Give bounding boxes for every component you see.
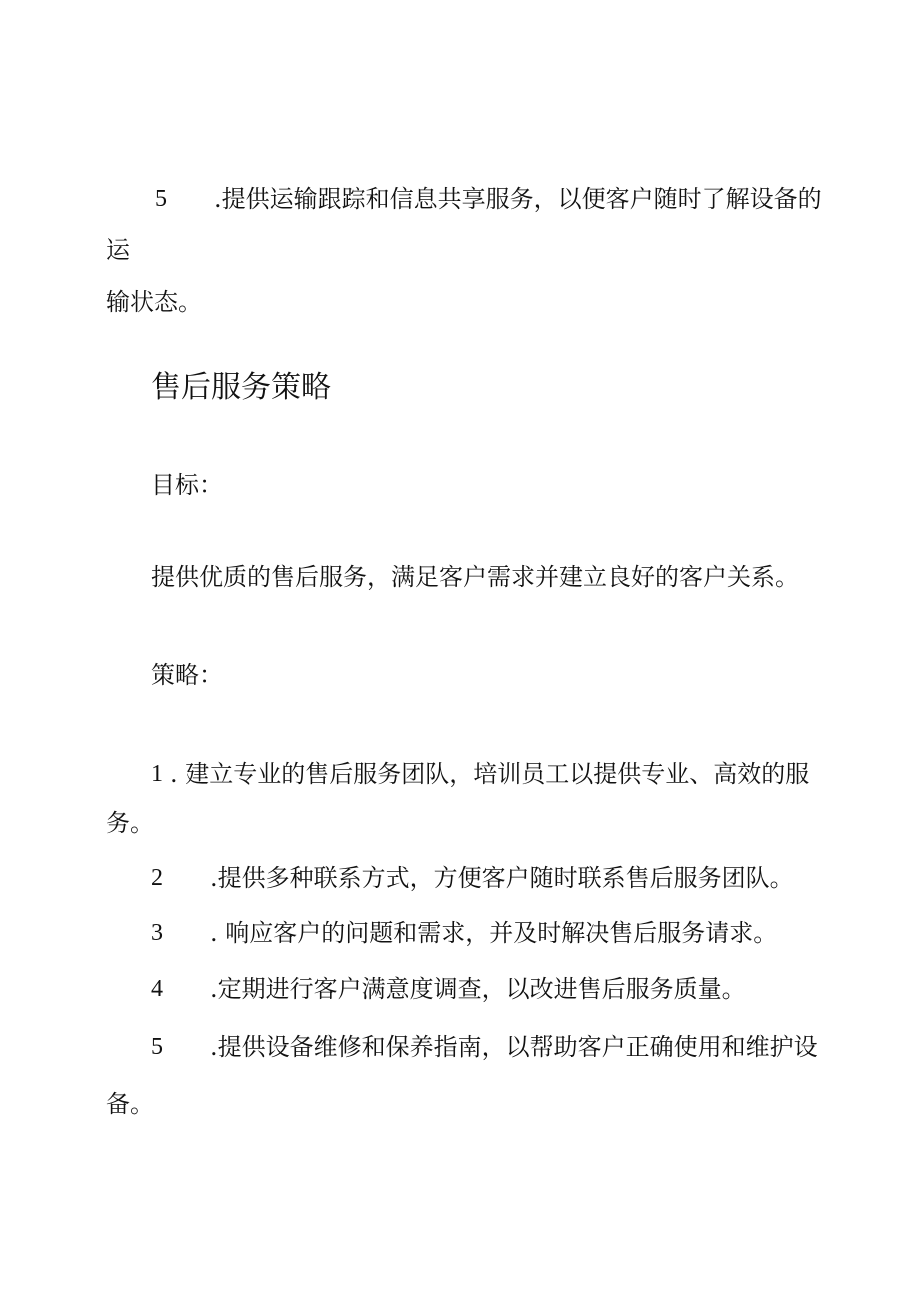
strategy-item-4-number: 4 — [151, 976, 163, 1002]
strategy-item-5-text: .提供设备维修和保养指南，以帮助客户正确使用和维护设 — [210, 1033, 818, 1061]
goal-text: 提供优质的售后服务，满足客户需求并建立良好的客户关系。 — [151, 563, 799, 591]
strategy-item-2-text: .提供多种联系方式，方便客户随时联系售后服务团队。 — [210, 864, 794, 892]
strategy-item-3-text: . 响应客户的问题和需求，并及时解决售后服务请求。 — [210, 919, 778, 947]
strategy-label: 策略： — [151, 661, 223, 689]
section-title: 售后服务策略 — [151, 370, 331, 405]
strategy-item-4-text: .定期进行客户满意度调查，以改进售后服务质量。 — [210, 975, 746, 1003]
strategy-item-3-number: 3 — [151, 920, 163, 946]
strategy-item-2-number: 2 — [151, 865, 163, 891]
prev-item-number: 5 — [155, 186, 167, 212]
strategy-item-1-wrap: 务。 — [106, 809, 154, 837]
strategy-item-5-number: 5 — [151, 1034, 163, 1060]
prev-item-wrap-2: 输状态。 — [106, 288, 202, 316]
strategy-item-1-text: . 建立专业的售后服务团队，培训员工以提供专业、高效的服 — [170, 760, 810, 788]
strategy-item-5-wrap: 备。 — [106, 1090, 154, 1118]
prev-item-wrap-1: 运 — [106, 236, 130, 264]
goal-label: 目标： — [151, 471, 223, 499]
strategy-item-1-number: 1 — [151, 761, 163, 787]
prev-item-text: .提供运输跟踪和信息共享服务，以便客户随时了解设备的 — [214, 185, 822, 213]
